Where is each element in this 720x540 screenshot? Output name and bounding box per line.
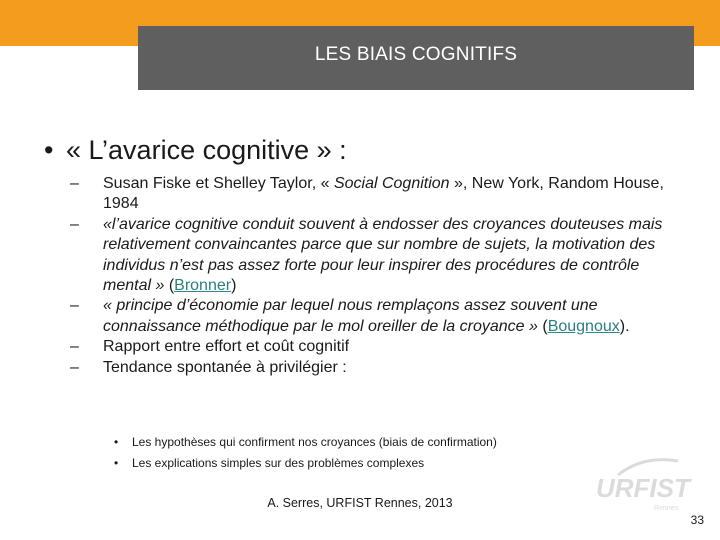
dash-marker: –: [70, 215, 79, 233]
quote-text: Social Cognition: [333, 175, 450, 192]
quote-text: « principe d’économie par lequel nous remplaçons assez souvent une connaissance méthodique par le mol oreiller de la croyance »: [103, 297, 598, 335]
nested-bullet-list: [114, 432, 497, 474]
slide-title: LES BIAIS COGNITIFS: [314, 44, 518, 65]
author-link[interactable]: Bronner: [174, 277, 232, 295]
bullet-text: », New York, Random House, 1984: [103, 175, 664, 213]
dash-marker: –: [70, 358, 79, 376]
sub-bullet-item: [70, 215, 690, 297]
page-number: 33: [690, 513, 704, 527]
main-bullet: [44, 135, 347, 166]
author-link[interactable]: Bougnoux: [547, 317, 620, 335]
bullet-text: ): [231, 277, 237, 295]
bullet-text: ).: [619, 317, 630, 335]
main-bullet-text: « L’avarice cognitive » :: [66, 135, 347, 165]
dash-marker: –: [70, 175, 79, 192]
bullet-text: Tendance spontanée à privilégier :: [103, 358, 347, 376]
logo-subtext: Rennes: [654, 505, 679, 512]
dash-marker: –: [70, 338, 79, 356]
sub-bullet-item: [70, 174, 690, 215]
sub-bullet-item: [70, 358, 690, 378]
bullet-text: Susan Fiske et Shelley Taylor, «: [103, 175, 334, 192]
bullet-dot: •: [44, 135, 54, 165]
nested-bullet-item: • Les explications simples sur des problèmes complexes: [114, 456, 425, 470]
sub-bullet-item: [70, 296, 690, 337]
dash-marker: –: [70, 297, 79, 315]
logo-text: URFIST: [596, 473, 690, 503]
nested-bullet-text: Les explications simples sur des problèmes complexes: [132, 456, 425, 470]
nested-bullet-item: • Les hypothèses qui confirment nos croyances (biais de confirmation): [114, 435, 497, 449]
sub-bullet-list: [70, 174, 690, 378]
bullet-text: (: [542, 317, 548, 335]
sub-bullet-item: [70, 337, 690, 357]
slide-title-box: [138, 26, 694, 90]
nested-bullet-text: Les hypothèses qui confirment nos croyances (biais de confirmation): [132, 435, 497, 449]
footer-credit-text: A. Serres, URFIST Rennes, 2013: [267, 496, 453, 510]
footer-credit: [0, 496, 720, 510]
quote-text: «l’avarice cognitive conduit souvent à endosser des croyances douteuses mais relativement convaincantes parce que sur nombre de sujets, la motivation des individus n’est pas assez forte pour leur inspirer des procédures de contrôle mental »: [103, 215, 663, 295]
bullet-text: (: [168, 277, 175, 295]
bullet-text: Rapport entre effort et coût cognitif: [103, 338, 350, 356]
